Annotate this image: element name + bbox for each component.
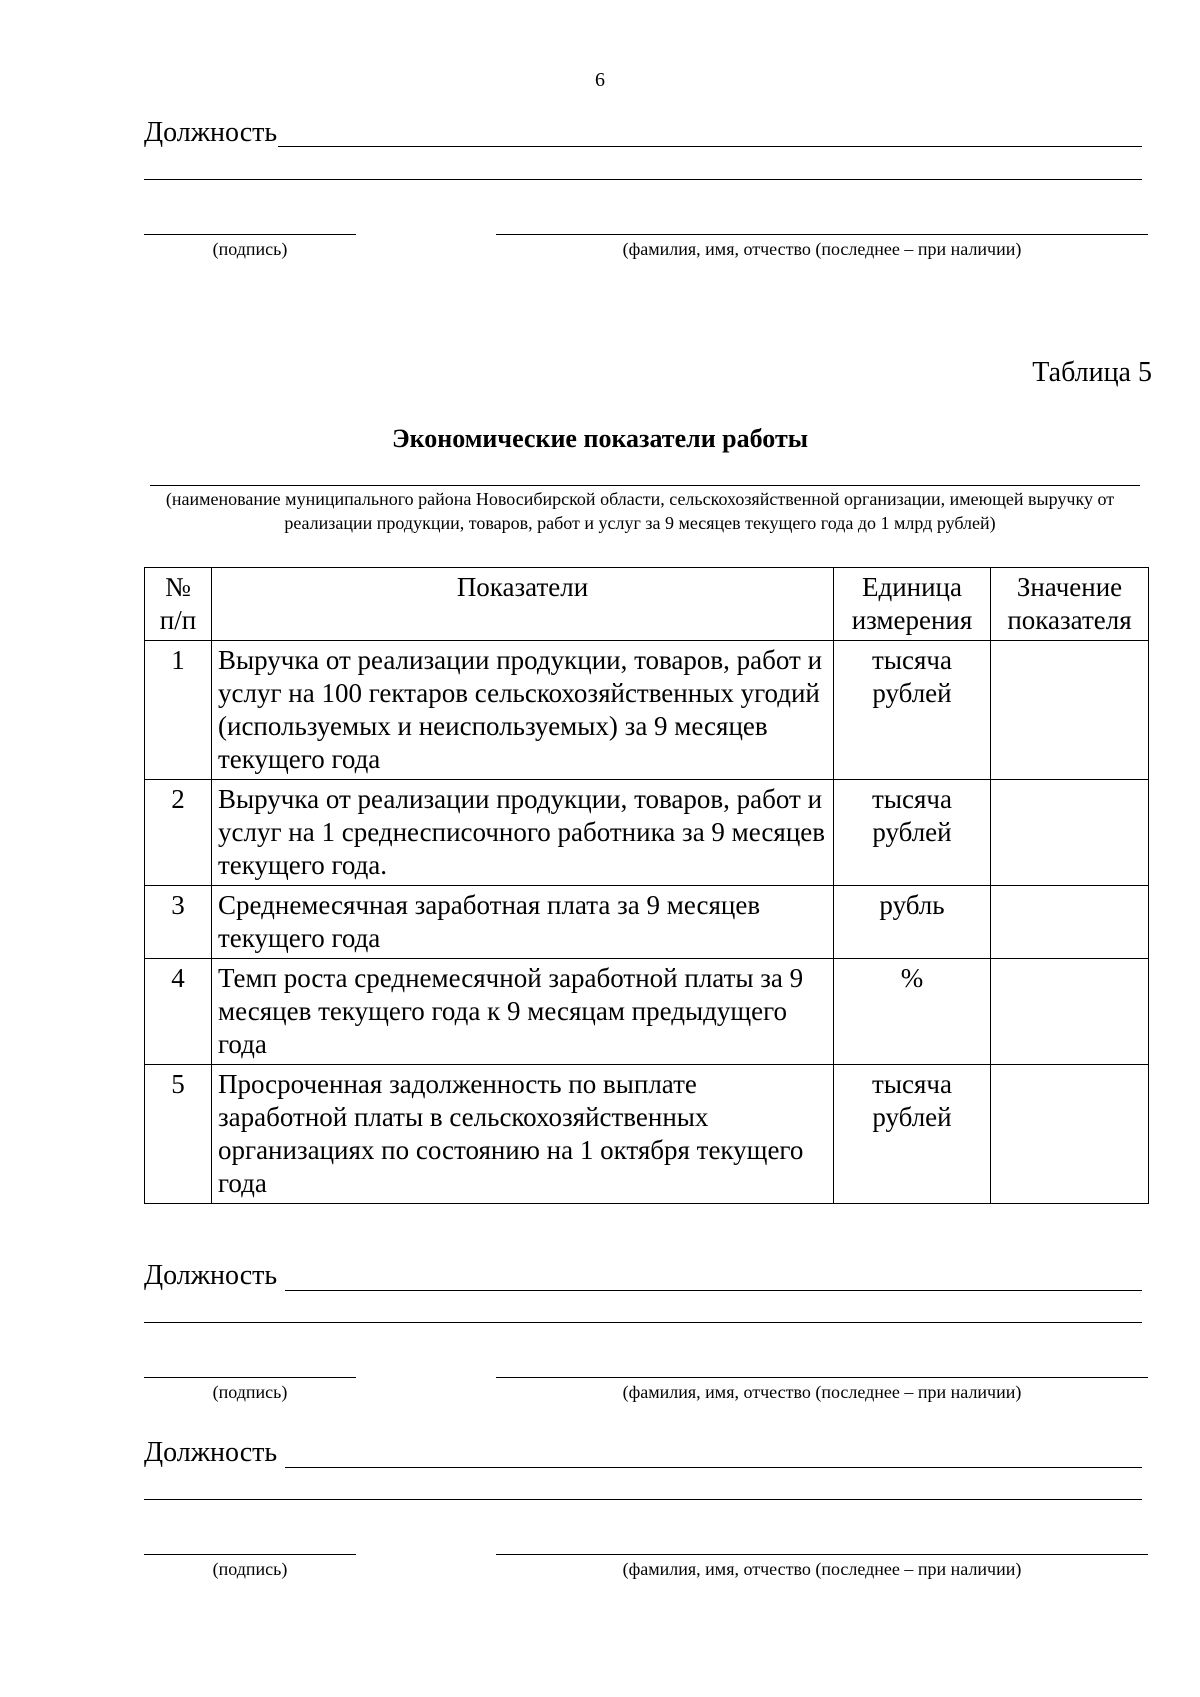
name-caption: (фамилия, имя, отчество (последнее – при наличии) (622, 1559, 1022, 1579)
row-indicator: Просроченная задолженность по выплате заработной платы в сельскохозяйственных организациях по состоянию на 1 октября текущего года (212, 1065, 834, 1204)
position-label: Должность (144, 1260, 278, 1291)
name-line (496, 234, 1148, 235)
row-unit: тысяча рублей (834, 641, 991, 780)
row-value[interactable] (991, 886, 1149, 959)
header-number: № п/п (145, 568, 212, 641)
row-indicator: Выручка от реализации продукции, товаров, работ и услуг на 1 среднесписочного работника за 9 месяцев текущего года. (212, 780, 834, 886)
position-second-line (144, 1322, 1142, 1323)
signature-caption: (подпись) (212, 1559, 288, 1579)
row-number: 1 (145, 641, 212, 780)
row-indicator: Выручка от реализации продукции, товаров, работ и услуг на 100 гектаров сельскохозяйственных угодий (используемых и неиспользуемых) за 9 месяцев текущего года (212, 641, 834, 780)
position-second-line (144, 179, 1142, 180)
row-value[interactable] (991, 780, 1149, 886)
signature-caption: (подпись) (212, 239, 288, 259)
position-label: Должность (144, 117, 278, 148)
header-unit: Единица измерения (834, 568, 991, 641)
header-indicator: Показатели (212, 568, 834, 641)
table-row (145, 780, 1149, 886)
row-number: 3 (145, 886, 212, 959)
row-value[interactable] (991, 641, 1149, 780)
signature-line (144, 1554, 356, 1555)
row-number: 5 (145, 1065, 212, 1204)
table-row (145, 886, 1149, 959)
row-unit: рубль (834, 886, 991, 959)
row-unit: тысяча рублей (834, 1065, 991, 1204)
row-indicator: Среднемесячная заработная плата за 9 месяцев текущего года (212, 886, 834, 959)
name-line (496, 1554, 1148, 1555)
position-fill-line (278, 146, 1142, 147)
name-caption: (фамилия, имя, отчество (последнее – при наличии) (622, 239, 1022, 259)
position-fill-line (285, 1290, 1142, 1291)
indicators-table (144, 567, 1149, 1204)
table-row (145, 959, 1149, 1065)
position-label: Должность (144, 1437, 278, 1468)
name-caption: (фамилия, имя, отчество (последнее – при наличии) (622, 1382, 1022, 1402)
row-indicator: Темп роста среднемесячной заработной платы за 9 месяцев текущего года к 9 месяцам предыдущего года (212, 959, 834, 1065)
table-header-row (145, 568, 1149, 641)
document-title: Экономические показатели работы (391, 424, 809, 453)
row-number: 2 (145, 780, 212, 886)
org-name-caption: (наименование муниципального района Новосибирской области, сельскохозяйственной организации, имеющей выручку от реализации продукции, товаров, работ и услуг за 9 месяцев текущего года до 1 млрд рублей) (165, 489, 1115, 533)
signature-line (144, 234, 356, 235)
page-number: 6 (595, 69, 605, 91)
header-value: Значение показателя (991, 568, 1149, 641)
row-unit: тысяча рублей (834, 780, 991, 886)
org-name-line (150, 485, 1140, 486)
position-fill-line (285, 1467, 1142, 1468)
row-value[interactable] (991, 1065, 1149, 1204)
signature-caption: (подпись) (212, 1382, 288, 1402)
signature-line (144, 1377, 356, 1378)
row-number: 4 (145, 959, 212, 1065)
table-row (145, 1065, 1149, 1204)
position-second-line (144, 1499, 1142, 1500)
table-row (145, 641, 1149, 780)
table-number: Таблица 5 (1032, 357, 1152, 388)
row-value[interactable] (991, 959, 1149, 1065)
name-line (496, 1377, 1148, 1378)
row-unit: % (834, 959, 991, 1065)
